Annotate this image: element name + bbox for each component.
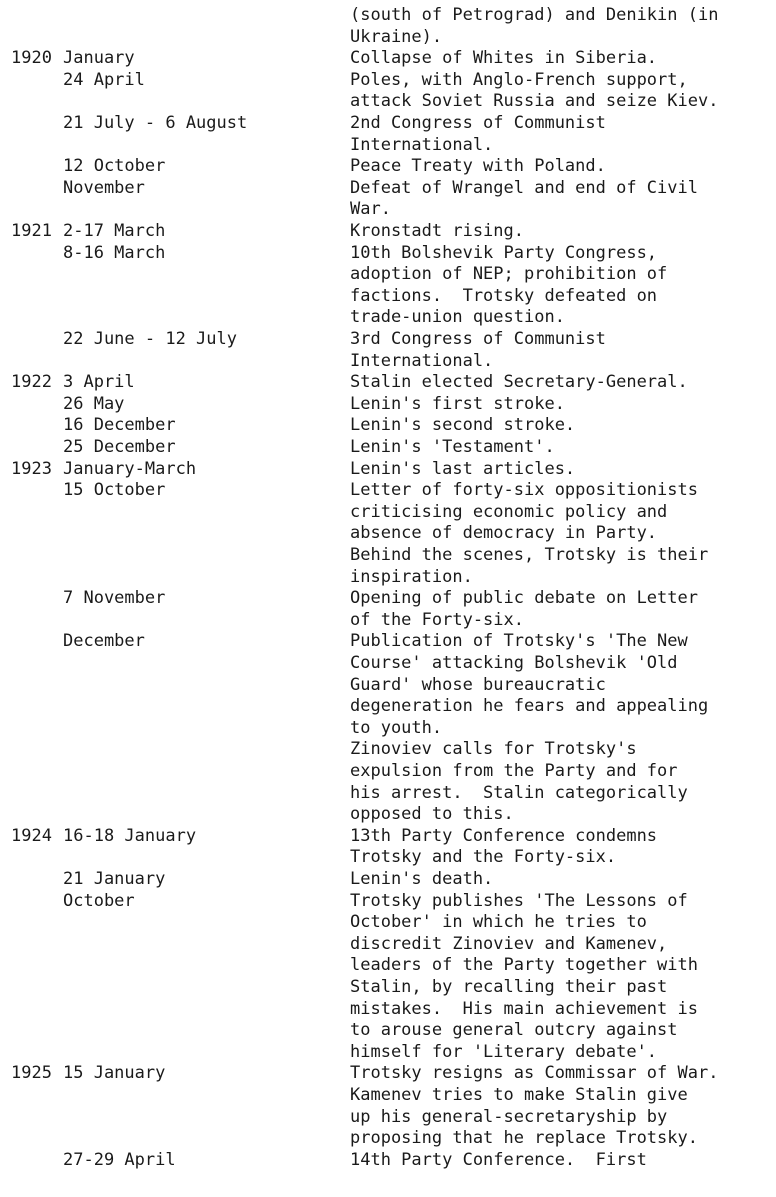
event-text: criticising economic policy and: [350, 501, 668, 522]
event-text: himself for 'Literary debate'.: [350, 1041, 658, 1062]
event-text: to arouse general outcry against: [350, 1020, 678, 1041]
event-text: Zinoviev calls for Trotsky's: [350, 739, 637, 760]
event-text: Trotsky resigns as Commissar of War.: [350, 1063, 719, 1084]
event-text: 10th Bolshevik Party Congress,: [350, 242, 658, 263]
year-label: 1920: [11, 48, 52, 69]
event-text: International.: [350, 350, 494, 371]
event-text: opposed to this.: [350, 804, 514, 825]
date-label: 21 January: [63, 869, 166, 889]
event-text: Stalin, by recalling their past: [350, 977, 668, 997]
event-text: Opening of public debate on Letter: [350, 588, 698, 609]
event-text: Trotsky publishes 'The Lessons of: [350, 890, 688, 911]
event-text: 3rd Congress of Communist: [350, 329, 606, 349]
event-text: expulsion from the Party and for: [350, 761, 678, 781]
year-label: 1925: [11, 1063, 52, 1084]
event-text: absence of democracy in Party.: [350, 523, 658, 544]
date-label: 15 October: [63, 480, 166, 501]
date-label: 15 January: [63, 1063, 166, 1084]
event-text: Collapse of Whites in Siberia.: [350, 48, 658, 69]
event-text: Publication of Trotsky's 'The New: [350, 631, 688, 652]
event-text: inspiration.: [350, 566, 473, 587]
event-text: Defeat of Wrangel and end of Civil: [350, 177, 698, 198]
event-text: Guard' whose bureaucratic: [350, 674, 606, 695]
event-text: Kronstadt rising.: [350, 221, 524, 241]
year-label: 1921: [11, 221, 52, 241]
event-text: Lenin's second stroke.: [350, 415, 576, 436]
event-text: up his general-secretaryship by: [350, 1106, 668, 1127]
event-text: Peace Treaty with Poland.: [350, 156, 606, 177]
year-label: 1924: [11, 825, 52, 846]
event-text: Poles, with Anglo-French support,: [350, 69, 688, 90]
date-label: November: [63, 177, 145, 198]
date-label: 2-17 March: [63, 221, 166, 241]
date-label: 3 April: [63, 372, 135, 393]
event-text: Lenin's first stroke.: [350, 393, 565, 414]
date-label: 8-16 March: [63, 242, 166, 263]
event-text: to youth.: [350, 717, 443, 738]
event-text: his arrest. Stalin categorically: [350, 782, 688, 803]
event-text: factions. Trotsky defeated on: [350, 285, 658, 306]
date-label: 24 April: [63, 69, 145, 90]
date-label: 21 July - 6 August: [63, 113, 248, 133]
date-label: October: [63, 890, 135, 911]
event-text: (south of Petrograd) and Denikin (in: [350, 5, 719, 25]
event-text: of the Forty-six.: [350, 609, 524, 630]
year-label: 1923: [11, 458, 52, 479]
date-label: 22 June - 12 July: [63, 329, 237, 349]
event-text: Behind the scenes, Trotsky is their: [350, 545, 709, 565]
event-text: Ukraine).: [350, 26, 443, 47]
date-label: 16 December: [63, 415, 176, 436]
event-text: Course' attacking Bolshevik 'Old: [350, 653, 678, 673]
date-label: 12 October: [63, 156, 166, 177]
event-text: leaders of the Party together with: [350, 955, 698, 976]
event-text: War.: [350, 199, 391, 220]
event-text: Lenin's death.: [350, 869, 494, 889]
date-label: 16-18 January: [63, 825, 197, 846]
event-text: Lenin's 'Testament'.: [350, 437, 555, 457]
event-text: mistakes. His main achievement is: [350, 998, 698, 1019]
date-label: 27-29 April: [63, 1149, 176, 1170]
year-label: 1922: [11, 372, 52, 393]
date-label: January: [63, 48, 135, 69]
date-label: 25 December: [63, 437, 176, 457]
event-text: proposing that he replace Trotsky.: [350, 1128, 698, 1149]
event-text: adoption of NEP; prohibition of: [350, 264, 668, 285]
event-text: International.: [350, 134, 494, 155]
event-text: 2nd Congress of Communist: [350, 113, 606, 133]
event-text: Stalin elected Secretary-General.: [350, 372, 688, 393]
event-text: Trotsky and the Forty-six.: [350, 847, 617, 868]
date-label: 7 November: [63, 588, 166, 609]
date-label: January-March: [63, 458, 197, 479]
date-label: December: [63, 631, 145, 652]
event-text: Letter of forty-six oppositionists: [350, 480, 698, 501]
event-text: discredit Zinoviev and Kamenev,: [350, 933, 668, 954]
event-text: 13th Party Conference condemns: [350, 825, 658, 846]
event-text: Kamenev tries to make Stalin give: [350, 1085, 688, 1105]
event-text: trade-union question.: [350, 307, 565, 328]
event-text: 14th Party Conference. First: [350, 1149, 647, 1170]
date-label: 26 May: [63, 393, 125, 414]
event-text: attack Soviet Russia and seize Kiev.: [350, 91, 719, 112]
event-text: degeneration he fears and appealing: [350, 696, 709, 717]
event-text: October' in which he tries to: [350, 912, 647, 933]
event-text: Lenin's last articles.: [350, 458, 576, 479]
